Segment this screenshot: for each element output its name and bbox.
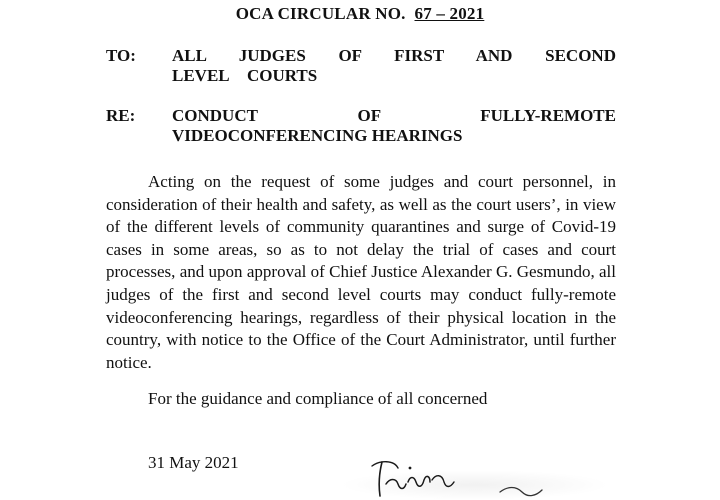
circular-number: 67 – 2021 [414, 4, 485, 23]
handwritten-signature-icon [350, 452, 590, 500]
re-label: RE: [106, 106, 136, 125]
closing-line: For the guidance and compliance of all concerned [148, 389, 488, 408]
circular-header [0, 4, 720, 24]
circular-title: OCA CIRCULAR NO. [235, 4, 406, 23]
to-label: TO: [106, 46, 136, 65]
to-value: ALL JUDGES OF FIRST AND SECOND LEVEL COURTS [172, 46, 616, 85]
re-value: CONDUCT OF FULLY-REMOTE VIDEOCONFERENCING HEARINGS [172, 106, 616, 145]
body-paragraph: Acting on the request of some judges and court personnel, in consideration of their health and safety, as well as the court users’, in view of the different levels of community quarantines and surge of Covid-19 cases in some areas, so as to not delay the trial of cases and court processes, and upon approval of Chief Justice Alexander G. Gesmundo, all judges of the first and second level courts may conduct fully-remote videoconferencing hearings, regardless of their physical location in the country, with notice to the Office of the Court Administrator, until further notice. [106, 172, 616, 372]
date-line: 31 May 2021 [148, 453, 239, 472]
